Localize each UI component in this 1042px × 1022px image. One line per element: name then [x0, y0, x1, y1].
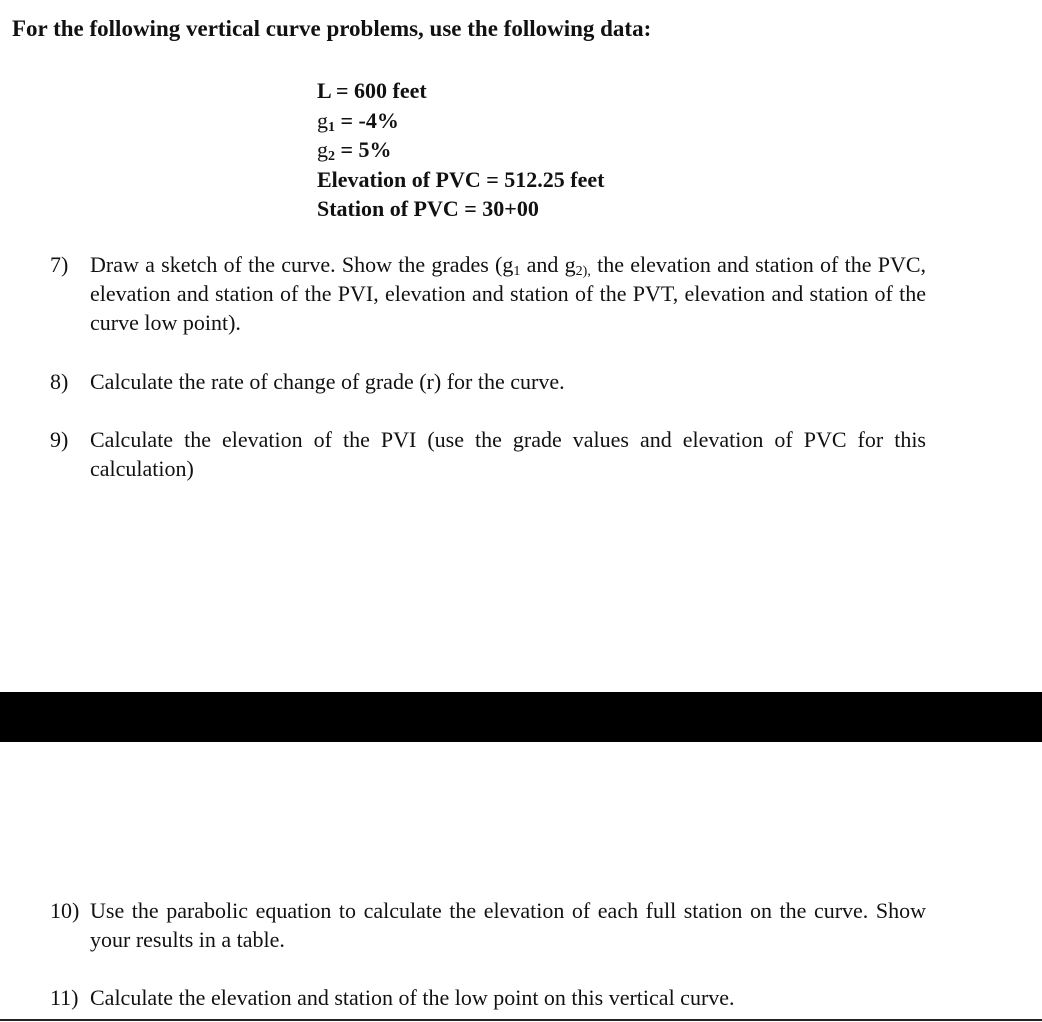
g1-subscript: 1 — [328, 119, 335, 135]
page-heading: For the following vertical curve problems, use the following data: — [12, 16, 652, 41]
problem-10 — [50, 896, 926, 954]
problem-text: Calculate the elevation and station of the low point on this vertical curve. — [90, 985, 735, 1010]
given-data-block — [317, 76, 604, 224]
problem-9 — [50, 425, 926, 483]
g2-subscript: 2 — [328, 149, 335, 164]
problem-text: Calculate the rate of change of grade (r) for the curve. — [90, 369, 565, 394]
bottom-divider — [0, 1019, 1042, 1021]
g1-value: = -4% — [335, 107, 399, 133]
problem-text: Calculate the elevation of the PVI (use the grade values and elevation of PVC for this calculation) — [90, 427, 926, 481]
problem-number: 7) — [50, 252, 69, 277]
pvc-elevation: Elevation of PVC = 512.25 feet — [317, 166, 605, 192]
problem-number: 8) — [50, 369, 69, 394]
g2-symbol: g — [317, 137, 328, 162]
grade-g2 — [317, 135, 604, 165]
grade-g1 — [317, 106, 604, 136]
problem-number: 11) — [50, 985, 79, 1010]
problem-number: 10) — [50, 898, 80, 923]
problem-number: 9) — [50, 427, 69, 452]
problem-8 — [50, 367, 926, 396]
problem-7 — [50, 250, 926, 337]
curve-length: L = 600 feet — [317, 78, 427, 103]
redaction-band — [0, 692, 1042, 742]
problem-text: Draw a sketch of the curve. Show the grades ($g_1$ and $g_{2),}$ the elevation and station of the PVC, elevation and station of the PVI, elevation and station of the PVT, elevation and station of the curve low point). — [90, 252, 927, 335]
problem-text: Use the parabolic equation to calculate the elevation of each full station on the curve. Show your results in a table. — [90, 898, 926, 952]
problem-11 — [50, 983, 926, 1012]
g1-symbol: g — [317, 107, 328, 133]
pvc-station: Station of PVC = 30+00 — [317, 196, 539, 221]
g2-value: = 5% — [335, 137, 392, 162]
